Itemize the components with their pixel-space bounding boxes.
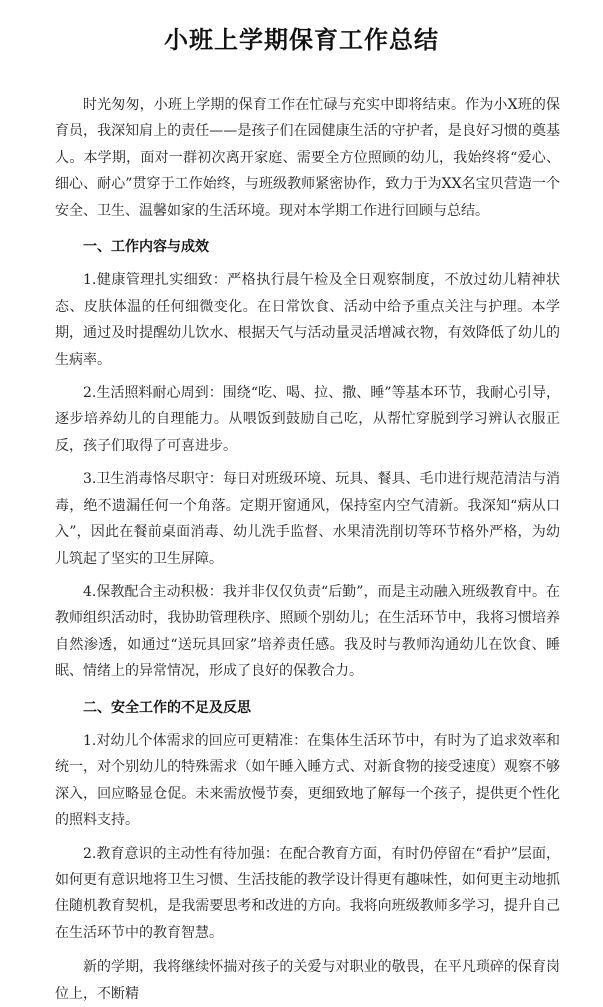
list-item: 2.教育意识的主动性有待加强：在配合教育方面，有时仍停留在“看护”层面，如何更有意识地将卫生习惯、生活技能的教学设计得更有趣味性，如何更主动地抓住随机教育契机，是我需要思考和改进的方向。我将向班级教师多学习，提升自己在生活环节中的教育智慧。 [55, 845, 560, 941]
list-item: 4.保教配合主动积极：我并非仅仅负责“后勤”，而是主动融入班级教育中。在教师组织活动时，我协助管理秩序、照顾个别幼儿；在生活环节中，我将习惯培养自然渗透，如通过“送玩具回家”培养责任感。我及时与教师沟通幼儿在饮食、睡眠、情绪上的异常情况，形成了良好的保教合力。 [55, 583, 560, 680]
section-heading-shortcomings: 二、安全工作的不足及反思 [83, 699, 251, 716]
section-heading-work-results: 一、工作内容与成效 [83, 239, 209, 256]
list-item: 1.健康管理扎实细致：严格执行晨午检及全日观察制度，不放过幼儿精神状态、皮肤体温的任何细微变化。在日常饮食、活动中给予重点关注与护理。本学期，通过及时提醒幼儿饮水、根据天气与活动量灵活增减衣物，有效降低了幼儿的生病率。 [55, 272, 560, 368]
list-item: 2.生活照料耐心周到：围绕“吃、喝、拉、撒、睡”等基本环节，我耐心引导，逐步培养幼儿的自理能力。从喂饭到鼓励自己吃，从帮忙穿脱到学习辨认衣服正反，孩子们取得了可喜进步。 [55, 385, 560, 454]
closing-paragraph: 新的学期，我将继续怀揣对孩子的关爱与对职业的敬畏，在平凡琐碎的保育岗位上，不断精 [55, 959, 560, 1002]
list-item: 1.对幼儿个体需求的回应可更精准：在集体生活环节中，有时为了追求效率和统一，对个别幼儿的特殊需求（如午睡入睡方式、对新食物的接受速度）观察不够深入，回应略显仓促。未来需放慢节奏，更细致地了解每一个孩子，提供更个性化的照料支持。 [55, 732, 560, 829]
list-item: 3.卫生消毒恪尽职守：每日对班级环境、玩具、餐具、毛巾进行规范清洁与消毒，绝不遗漏任何一个角落。定期开窗通风，保持室内空气清新。我深知“病从口入”，因此在餐前桌面消毒、幼儿洗手监督、水果清洗削切等环节格外严格，为幼儿筑起了坚实的卫生屏障。 [55, 471, 560, 567]
document-title: 小班上学期保育工作总结 [164, 26, 439, 54]
intro-paragraph: 时光匆匆，小班上学期的保育工作在忙碌与充实中即将结束。作为小X班的保育员，我深知肩上的责任——是孩子们在园健康生活的守护者，是良好习惯的奠基人。本学期，面对一群初次离开家庭、需要全方位照顾的幼儿，我始终将“爱心、细心、耐心”贯穿于工作始终，与班级教师紧密协作，致力于为XX名宝贝营造一个安全、卫生、温馨如家的生活环境。现对本学期工作进行回顾与总结。 [55, 97, 560, 219]
document-body [55, 92, 560, 1007]
